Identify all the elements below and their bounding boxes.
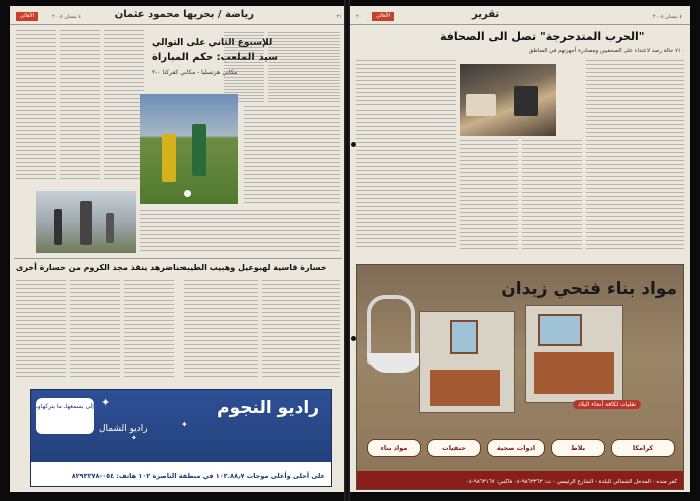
vehicle [466, 94, 496, 116]
radio-ad [30, 389, 332, 487]
text-column [16, 30, 56, 180]
soccer-ball [184, 190, 191, 197]
text-column [586, 60, 684, 250]
category-adawat-sihhiya: ادوات صحية [487, 439, 545, 457]
soldier [514, 86, 538, 116]
soccer-photo [140, 94, 238, 204]
binder-hole [351, 336, 356, 341]
report-page [350, 6, 690, 492]
section-title: تقرير [472, 9, 500, 20]
vanity-photo [525, 305, 623, 403]
category-keramika: كرامكا [611, 439, 675, 457]
radio-frequency-line: على أحلى وأعلى موجات ١٠٢.٨٨٫٧ في منطقة الناصرة ١٠٢ هاتف: ٠٥٤-٨٢٩٣٢٧٨ [71, 472, 325, 480]
page-number: ٢٠ [356, 14, 362, 20]
cabinet [430, 370, 500, 406]
radio-subtitle: راديو الشمال [99, 424, 148, 434]
text-column [522, 140, 582, 250]
radio-footer [31, 462, 331, 486]
text-column [244, 106, 340, 206]
radio-brand: راديو النجوم [217, 398, 319, 418]
headline-majd: حناضرهد ينقذ مجد الكروم من خسارة أخرى [16, 263, 186, 272]
text-column [356, 60, 456, 106]
binder-hole [351, 142, 356, 147]
player [80, 201, 92, 245]
page-date: ٤ نيسان ٢٠٠٨ [652, 14, 682, 20]
report-photo [460, 64, 556, 136]
category-mawad-bina: مواد بناء [367, 439, 421, 457]
divider [350, 24, 690, 25]
sink-icon [367, 353, 423, 373]
page-number: ٢١ [336, 14, 342, 20]
zidan-address: كفر منده - المدخل الشمالي للبلدة - الشارع الرئيسي - ت: ٩٨٦٣٣٦٣-٠٤ فاكس: ٩٨٦٣١٦٧-٠٤ [466, 479, 677, 485]
league-table [224, 32, 264, 102]
text-column [60, 30, 100, 180]
player-yellow [162, 134, 176, 182]
section-title: رياضة / بحريها محمود عثمان [114, 9, 254, 20]
divider [10, 24, 346, 25]
category-balat: بلاط [551, 439, 605, 457]
text-column [16, 280, 66, 380]
player [106, 213, 114, 243]
mirror [538, 314, 582, 346]
headline-loss: خسارة قاسية لهبوعيل وهبيب الطيبة [182, 263, 327, 272]
zidan-footer [357, 471, 683, 489]
star-icon: ✦ [181, 420, 188, 429]
text-column [140, 210, 340, 254]
mirror [450, 320, 478, 354]
headline-weekly: للإسبوع الثاني على التوالي [152, 38, 273, 48]
text-column [184, 280, 258, 380]
zidan-tagline: تقليات لكافة أنحاء البلاد [573, 400, 641, 409]
cabinet [534, 352, 614, 394]
radio-slogan: إلى بسمعهاـ ما بتركهاوـ [36, 398, 94, 434]
player [54, 209, 62, 245]
text-column [262, 280, 340, 380]
text-column [104, 30, 144, 180]
player-green [192, 124, 206, 176]
sports-page [10, 6, 346, 492]
text-column [356, 110, 456, 250]
results-table [268, 32, 340, 102]
page-logo: الأهالي [372, 12, 394, 21]
bathroom-photo [419, 311, 515, 413]
star-icon: ✦ [131, 434, 137, 442]
category-hanafiyat: حنفيات [427, 439, 481, 457]
page-date: ٤ نيسان ٢٠٠٨ [52, 14, 82, 20]
team-photo [36, 191, 136, 253]
text-column [460, 140, 518, 250]
report-headline: "الحرب المتدحرجة" تصل الى الصحافة [440, 30, 645, 43]
zidan-brand: مواد بناء فتحي زيدان [501, 279, 677, 299]
headline-match: مكابي هرتسليا - مكابي كفركنا ٠-٢ [152, 69, 238, 76]
star-icon: ✦ [101, 396, 111, 409]
report-subhead: ٧١٠ حالة رصد لاعتداء على الصحفيين ومصادرة أجهزتهم في المناطق [528, 48, 684, 54]
zidan-ad [356, 264, 684, 490]
text-column [124, 280, 174, 380]
headline-referee: سيد الملعب: حكم المباراة [152, 52, 279, 63]
page-logo: الأهالي [16, 12, 38, 21]
divider [14, 258, 342, 259]
text-column [70, 280, 120, 380]
